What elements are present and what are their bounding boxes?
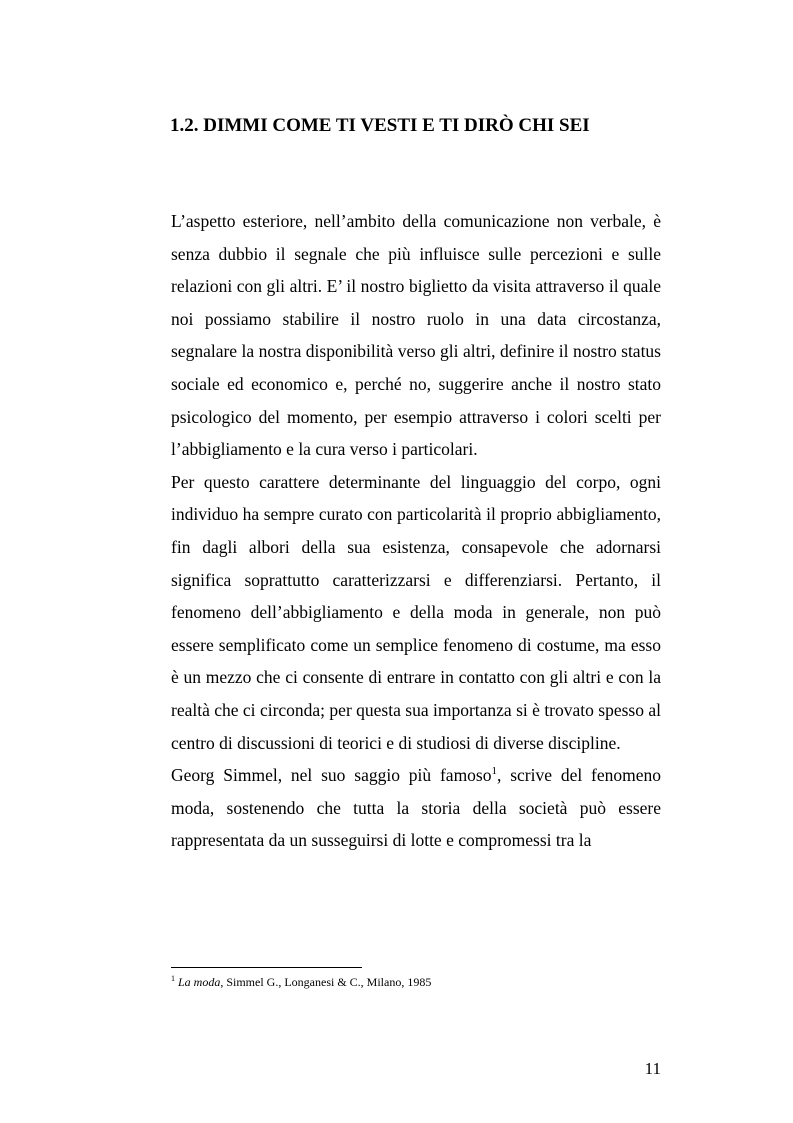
paragraph [171,759,661,857]
paragraph: Per questo carattere determinante del linguaggio del corpo, ogni individuo ha sempre curato con particolarità il proprio abbigliamento, fin dagli albori della sua esistenza, consapevole che adornarsi significa soprattutto caratterizzarsi e differenziarsi. Pertanto, il fenomeno dell’abbigliamento e della moda in generale, non può essere semplificato come un semplice fenomeno di costume, ma esso è un mezzo che ci consente di entrare in contatto con gli altri e con la realtà che ci circonda; per questa sua importanza si è trovato spesso al centro di discussioni di teorici e di studiosi di diverse discipline. [171,471,661,753]
footnote-separator [171,967,362,968]
footnote-text: , Simmel G., Longanesi & C., Milano, 1985 [220,975,432,989]
paragraph: L’aspetto esteriore, nell’ambito della comunicazione non verbale, è senza dubbio il segnale che più influisce sulle percezioni e sulle relazioni con gli altri. E’ il nostro biglietto da visita attraverso il quale noi possiamo stabilire il nostro ruolo in una data circostanza, segnalare la nostra disponibilità verso gli altri, definire il nostro status sociale ed economico e, perché no, suggerire anche il nostro stato psicologico del momento, per esempio attraverso i colori scelti per l’abbigliamento e la cura verso i particolari. [171,211,661,460]
footnote-reference[interactable]: 1 [491,765,497,778]
paragraph-text: Georg Simmel, nel suo saggio più famoso [171,765,492,786]
footnote [171,974,661,990]
page-number: 11 [644,1059,661,1078]
section-heading: 1.2. DIMMI COME TI VESTI E TI DIRÒ CHI SEI [170,115,590,136]
body-text [171,205,661,857]
footnote-title: La moda [178,975,221,989]
paragraph-text: , scrive del fenomeno moda, sostenendo che tutta la storia della società può essere rappresentata da un susseguirsi di lotte e compromessi tra la [171,765,662,851]
footnote-number: 1 [171,974,175,983]
